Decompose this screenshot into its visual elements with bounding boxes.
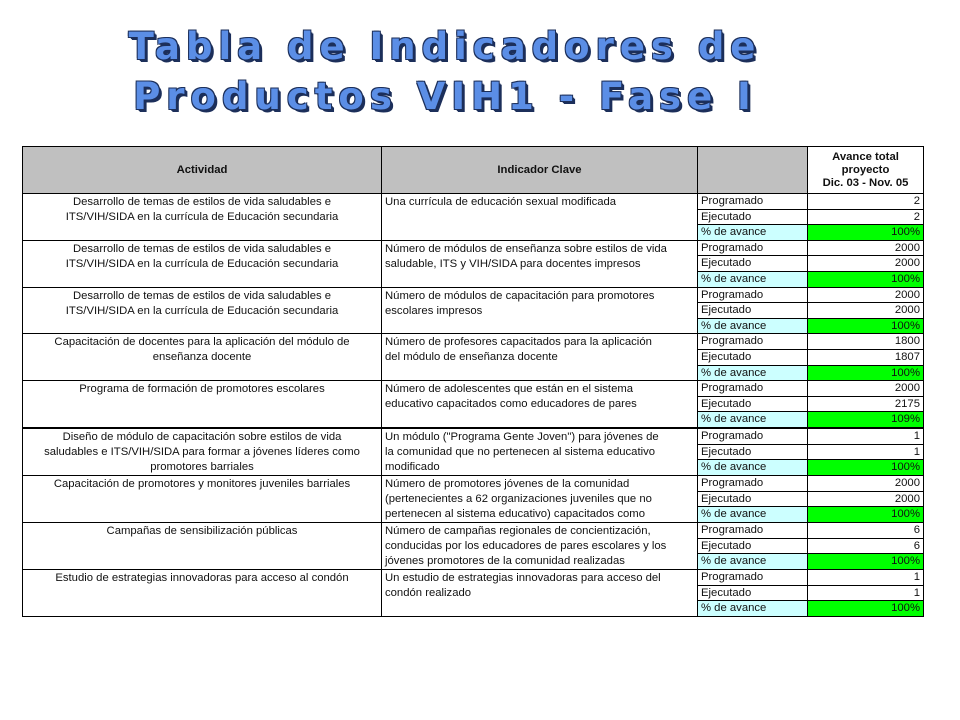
- indicador-line: Un estudio de estrategias innovadoras para acceso del: [385, 571, 661, 584]
- actividad-line: ITS/VIH/SIDA en la currícula de Educación secundaria: [65, 304, 339, 317]
- ejecutado-label: Ejecutado: [698, 256, 808, 272]
- actividad-line: Campañas de sensibilización públicas: [106, 524, 298, 537]
- avance-value: 100%: [808, 225, 924, 241]
- indicador-cell: [382, 287, 698, 334]
- header-indicador-clave: Indicador Clave: [382, 147, 698, 194]
- ejecutado-label: Ejecutado: [698, 396, 808, 412]
- header-actividad: Actividad: [23, 147, 382, 194]
- table-header-row: [23, 147, 924, 194]
- indicador-line: Número de campañas regionales de concientización,: [385, 524, 651, 537]
- indicador-cell: [382, 475, 698, 522]
- indicador-line: Número de módulos de enseñanza sobre estilos de vida: [385, 242, 667, 255]
- ejecutado-label: Ejecutado: [698, 349, 808, 365]
- indicador-cell: [382, 381, 698, 428]
- ejecutado-label: Ejecutado: [698, 209, 808, 225]
- ejecutado-value: 2000: [808, 256, 924, 272]
- indicador-line: la comunidad que no pertenecen al sistema educativo: [385, 445, 656, 458]
- avance-label: % de avance: [698, 225, 808, 241]
- actividad-line: enseñanza docente: [152, 351, 252, 364]
- indicador-line: educativo capacitados como educadores de pares: [385, 398, 637, 411]
- avance-value: 100%: [808, 507, 924, 523]
- title-line-1: Tabla de Indicadores de: [128, 25, 762, 68]
- indicador-line: condón realizado: [385, 586, 472, 599]
- table-row-programado: [23, 287, 924, 303]
- header-avance-line-1: Avance total: [832, 151, 899, 163]
- indicador-cell: [382, 569, 698, 616]
- indicador-line: Número de profesores capacitados para la aplicación: [385, 336, 652, 349]
- actividad-cell: [23, 522, 382, 569]
- ejecutado-value: 1807: [808, 349, 924, 365]
- programado-value: 6: [808, 522, 924, 538]
- indicador-cell: [382, 522, 698, 569]
- actividad-line: Desarrollo de temas de estilos de vida saludables e: [72, 196, 332, 208]
- actividad-cell: [23, 287, 382, 334]
- programado-label: Programado: [698, 334, 808, 350]
- table-row-programado: [23, 569, 924, 585]
- table-row-programado: [23, 381, 924, 397]
- avance-value: 100%: [808, 318, 924, 334]
- indicador-line: conducidas por los educadores de pares escolares y los: [385, 539, 667, 552]
- actividad-line: ITS/VIH/SIDA en la currícula de Educación secundaria: [65, 257, 339, 270]
- actividad-cell: [23, 381, 382, 428]
- actividad-cell: [23, 334, 382, 381]
- indicador-line: Número de promotores jóvenes de la comunidad: [385, 477, 630, 490]
- indicador-line: jóvenes promotores de la comunidad realizadas: [385, 554, 625, 567]
- title-line-2: Productos VIH1 - Fase I: [133, 75, 757, 118]
- programado-value: 2000: [808, 240, 924, 256]
- actividad-line: Capacitación de promotores y monitores juveniles barriales: [53, 477, 351, 490]
- indicador-line: modificado: [385, 460, 440, 473]
- ejecutado-label: Ejecutado: [698, 444, 808, 460]
- avance-label: % de avance: [698, 460, 808, 476]
- avance-label: % de avance: [698, 412, 808, 428]
- programado-label: Programado: [698, 522, 808, 538]
- table-row-programado: [23, 334, 924, 350]
- programado-value: 2: [808, 194, 924, 210]
- actividad-line: Desarrollo de temas de estilos de vida saludables e: [72, 289, 332, 302]
- indicador-line: Número de módulos de capacitación para promotores: [385, 289, 655, 302]
- table-body: [23, 194, 924, 617]
- actividad-cell: [23, 240, 382, 287]
- header-avance-line-2: proyecto: [841, 164, 890, 176]
- actividad-cell: [23, 569, 382, 616]
- actividad-line: ITS/VIH/SIDA en la currícula de Educación secundaria: [65, 211, 339, 223]
- avance-label: % de avance: [698, 507, 808, 523]
- actividad-cell: [23, 475, 382, 522]
- programado-value: 1: [808, 569, 924, 585]
- table-row-programado: [23, 428, 924, 444]
- indicador-line: pertenecen al sistema educativo) capacitados como: [385, 507, 645, 520]
- indicador-line: Una currícula de educación sexual modificada: [385, 196, 617, 208]
- avance-value: 100%: [808, 601, 924, 617]
- indicador-cell: [382, 334, 698, 381]
- actividad-cell: [23, 428, 382, 476]
- avance-label: % de avance: [698, 365, 808, 381]
- indicators-table: [22, 146, 924, 617]
- indicador-line: saludable, ITS y VIH/SIDA para docentes impresos: [385, 257, 641, 270]
- actividad-line: Capacitación de docentes para la aplicación del módulo de: [54, 336, 350, 349]
- programado-label: Programado: [698, 475, 808, 491]
- avance-value: 100%: [808, 460, 924, 476]
- actividad-line: Programa de formación de promotores escolares: [79, 383, 325, 396]
- programado-value: 2000: [808, 475, 924, 491]
- avance-value: 109%: [808, 412, 924, 428]
- ejecutado-value: 1: [808, 444, 924, 460]
- ejecutado-value: 6: [808, 538, 924, 554]
- header-blank: [698, 147, 808, 194]
- programado-label: Programado: [698, 240, 808, 256]
- indicador-line: del módulo de enseñanza docente: [385, 351, 558, 364]
- ejecutado-value: 2000: [808, 303, 924, 319]
- table-row-programado: [23, 475, 924, 491]
- ejecutado-label: Ejecutado: [698, 538, 808, 554]
- avance-value: 100%: [808, 271, 924, 287]
- avance-label: % de avance: [698, 271, 808, 287]
- ejecutado-label: Ejecutado: [698, 491, 808, 507]
- programado-label: Programado: [698, 428, 808, 444]
- programado-value: 1: [808, 428, 924, 444]
- ejecutado-label: Ejecutado: [698, 585, 808, 601]
- avance-label: % de avance: [698, 601, 808, 617]
- actividad-cell: [23, 194, 382, 241]
- avance-value: 100%: [808, 554, 924, 570]
- actividad-line: Estudio de estrategias innovadoras para acceso al condón: [55, 571, 349, 584]
- programado-value: 1800: [808, 334, 924, 350]
- indicador-cell: [382, 428, 698, 476]
- table-row-programado: [23, 522, 924, 538]
- programado-label: Programado: [698, 287, 808, 303]
- programado-value: 2000: [808, 287, 924, 303]
- ejecutado-value: 2175: [808, 396, 924, 412]
- avance-label: % de avance: [698, 318, 808, 334]
- indicador-cell: [382, 194, 698, 241]
- actividad-line: promotores barriales: [150, 460, 254, 473]
- indicador-line: Un módulo ("Programa Gente Joven") para jóvenes de: [385, 430, 659, 443]
- ejecutado-value: 2000: [808, 491, 924, 507]
- ejecutado-value: 2: [808, 209, 924, 225]
- page-title: [0, 22, 890, 122]
- ejecutado-label: Ejecutado: [698, 303, 808, 319]
- table-row-programado: [23, 240, 924, 256]
- table-row-programado: [23, 194, 924, 210]
- indicador-line: Número de adolescentes que están en el sistema: [385, 383, 634, 396]
- programado-value: 2000: [808, 381, 924, 397]
- actividad-line: Diseño de módulo de capacitación sobre estilos de vida: [62, 430, 342, 443]
- header-avance-total: [808, 147, 924, 194]
- indicador-line: (pertenecientes a 62 organizaciones juveniles que no: [385, 492, 652, 505]
- indicador-line: escolares impresos: [385, 304, 483, 317]
- programado-label: Programado: [698, 569, 808, 585]
- avance-label: % de avance: [698, 554, 808, 570]
- programado-label: Programado: [698, 381, 808, 397]
- avance-value: 100%: [808, 365, 924, 381]
- ejecutado-value: 1: [808, 585, 924, 601]
- actividad-line: Desarrollo de temas de estilos de vida saludables e: [72, 242, 332, 255]
- header-avance-line-3: Dic. 03 - Nov. 05: [822, 177, 909, 189]
- indicador-cell: [382, 240, 698, 287]
- actividad-line: saludables e ITS/VIH/SIDA para formar a jóvenes líderes como: [44, 445, 360, 458]
- programado-label: Programado: [698, 194, 808, 210]
